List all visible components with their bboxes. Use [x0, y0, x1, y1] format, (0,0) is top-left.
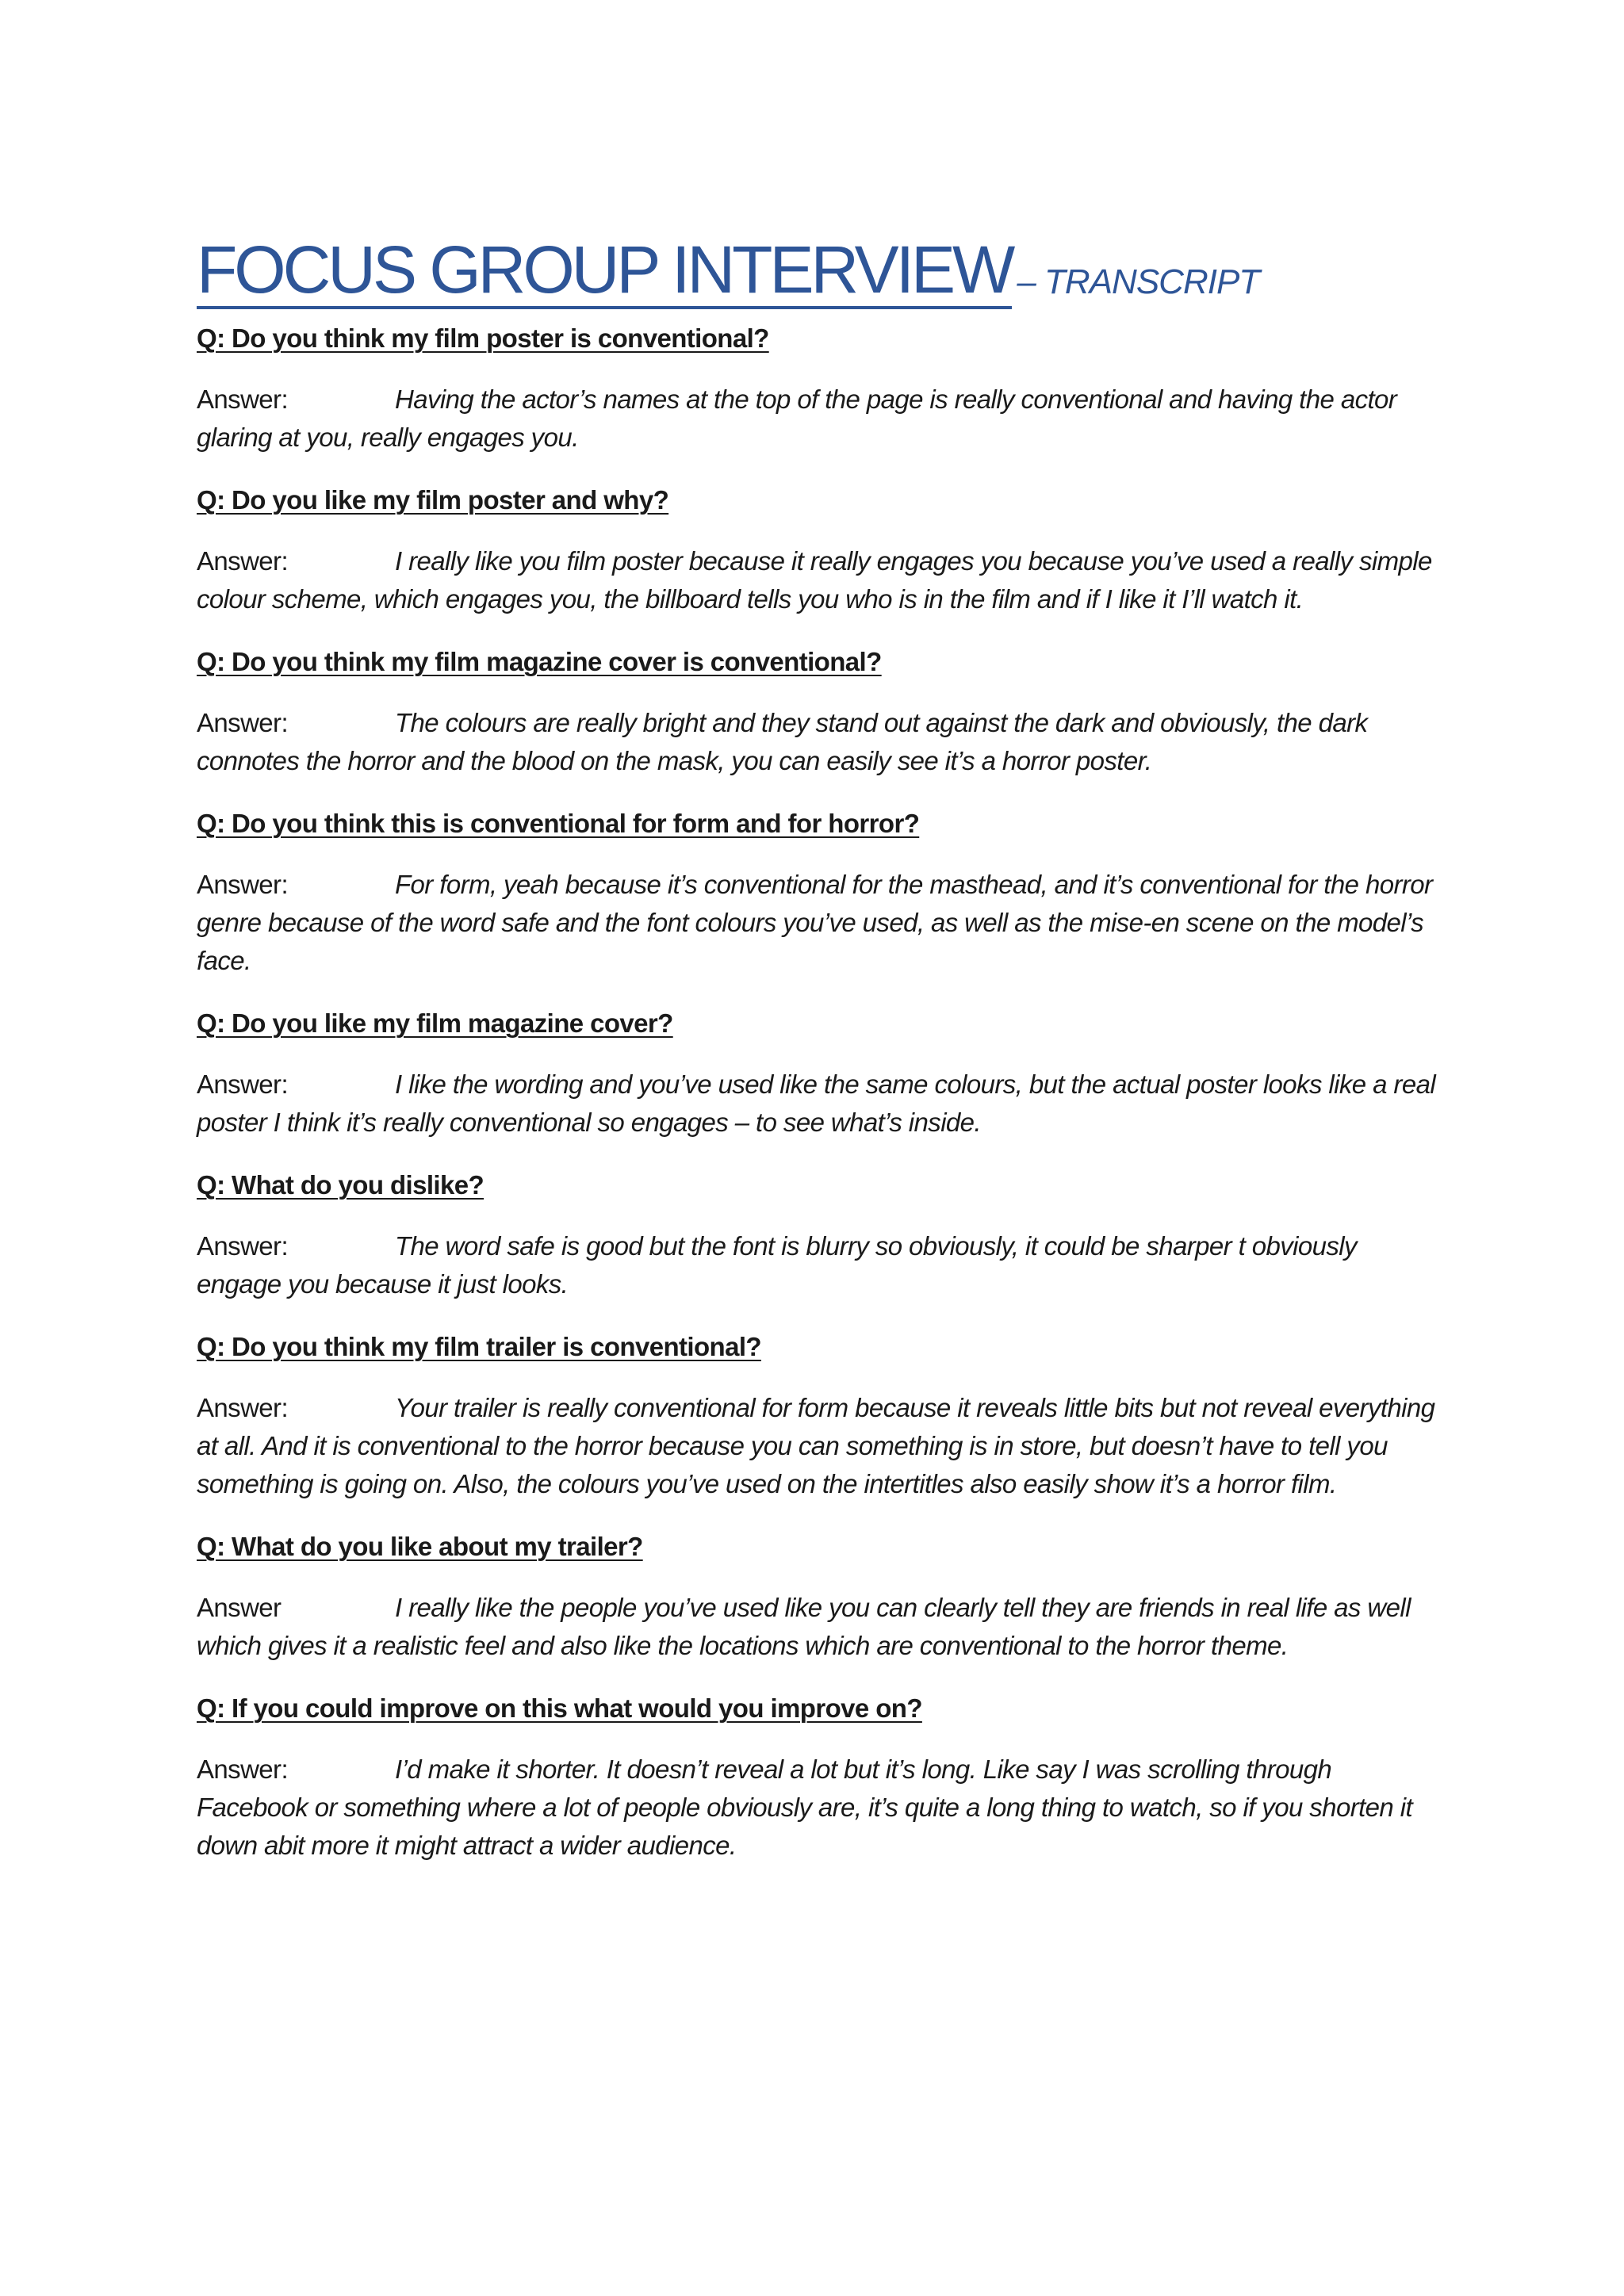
answer-label: Answer:	[197, 870, 289, 899]
question: Q: What do you dislike?	[197, 1170, 485, 1200]
question: Q: Do you like my film magazine cover?	[197, 1008, 673, 1038]
qa-item-6	[197, 1167, 1440, 1303]
question: Q: If you could improve on this what would you improve on?	[197, 1693, 922, 1723]
answer-text: I really like you film poster because it really engages you because you’ve used a really simple colour scheme, which engages you, the billboard tells you who is in the film and if I like it I’ll watch it.	[197, 546, 1432, 614]
answer-label: Answer	[197, 1593, 282, 1622]
answer-label: Answer:	[197, 1070, 289, 1099]
question: Q: Do you think this is conventional for form and for horror?	[197, 809, 920, 838]
question: Q: What do you like about my trailer?	[197, 1532, 643, 1561]
answer-label: Answer:	[197, 708, 289, 737]
qa-item-9	[197, 1690, 1440, 1865]
answer	[197, 704, 1440, 780]
question: Q: Do you think my film poster is conventional?	[197, 323, 769, 353]
answer-text: I’d make it shorter. It doesn’t reveal a lot but it’s long. Like say I was scrolling through Facebook or something where a lot of people obviously are, it’s quite a long thing to watch, so if you shorten it down abit more it might attract a wider audience.	[197, 1755, 1413, 1860]
answer-label: Answer:	[197, 385, 289, 414]
answer	[197, 542, 1440, 618]
page-subtitle: – TRANSCRIPT	[1017, 262, 1260, 301]
qa-item-1	[197, 320, 1440, 457]
answer	[197, 1751, 1440, 1865]
answer-text: Your trailer is really conventional for form because it reveals little bits but not reveal everything at all. And it is conventional to the horror because you can something is in store, but doesn’t have to tell you something is going on. Also, the colours you’ve used on the intertitles also easily show it’s a horror film.	[197, 1393, 1435, 1498]
answer-text: The colours are really bright and they stand out against the dark and obviously, the dark connotes the horror and the blood on the mask, you can easily see it’s a horror poster.	[197, 708, 1368, 775]
answer-label: Answer:	[197, 1231, 289, 1261]
question: Q: Do you think my film trailer is conventional?	[197, 1332, 761, 1361]
answer-label: Answer:	[197, 546, 289, 576]
answer	[197, 1227, 1440, 1303]
answer	[197, 1389, 1440, 1503]
answer-text: I really like the people you’ve used like you can clearly tell they are friends in real life as well which gives it a realistic feel and also like the locations which are conventional to the horror theme.	[197, 1593, 1411, 1660]
answer-text: Having the actor’s names at the top of the page is really conventional and having the actor glaring at you, really engages you.	[197, 385, 1397, 452]
page-title: FOCUS GROUP INTERVIEW	[197, 236, 1012, 309]
qa-item-5	[197, 1005, 1440, 1142]
qa-item-7	[197, 1329, 1440, 1503]
qa-item-4	[197, 806, 1440, 980]
qa-item-8	[197, 1529, 1440, 1665]
qa-item-3	[197, 644, 1440, 780]
answer-text: I like the wording and you’ve used like the same colours, but the actual poster looks like a real poster I think it’s really conventional so engages – to see what’s inside.	[197, 1070, 1436, 1137]
answer	[197, 1589, 1440, 1665]
answer-label: Answer:	[197, 1755, 289, 1784]
qa-item-2	[197, 482, 1440, 618]
transcript-page	[197, 232, 1440, 1890]
title-row	[197, 232, 1440, 309]
answer-text: The word safe is good but the font is blurry so obviously, it could be sharper t obviously engage you because it just looks.	[197, 1231, 1357, 1299]
question: Q: Do you like my film poster and why?	[197, 485, 669, 515]
answer-label: Answer:	[197, 1393, 289, 1422]
question: Q: Do you think my film magazine cover is conventional?	[197, 647, 882, 676]
answer	[197, 866, 1440, 980]
answer	[197, 381, 1440, 457]
answer	[197, 1066, 1440, 1142]
answer-text: For form, yeah because it’s conventional for the masthead, and it’s conventional for the horror genre because of the word safe and the font colours you’ve used, as well as the mise-en scene on the model’s face.	[197, 870, 1433, 975]
